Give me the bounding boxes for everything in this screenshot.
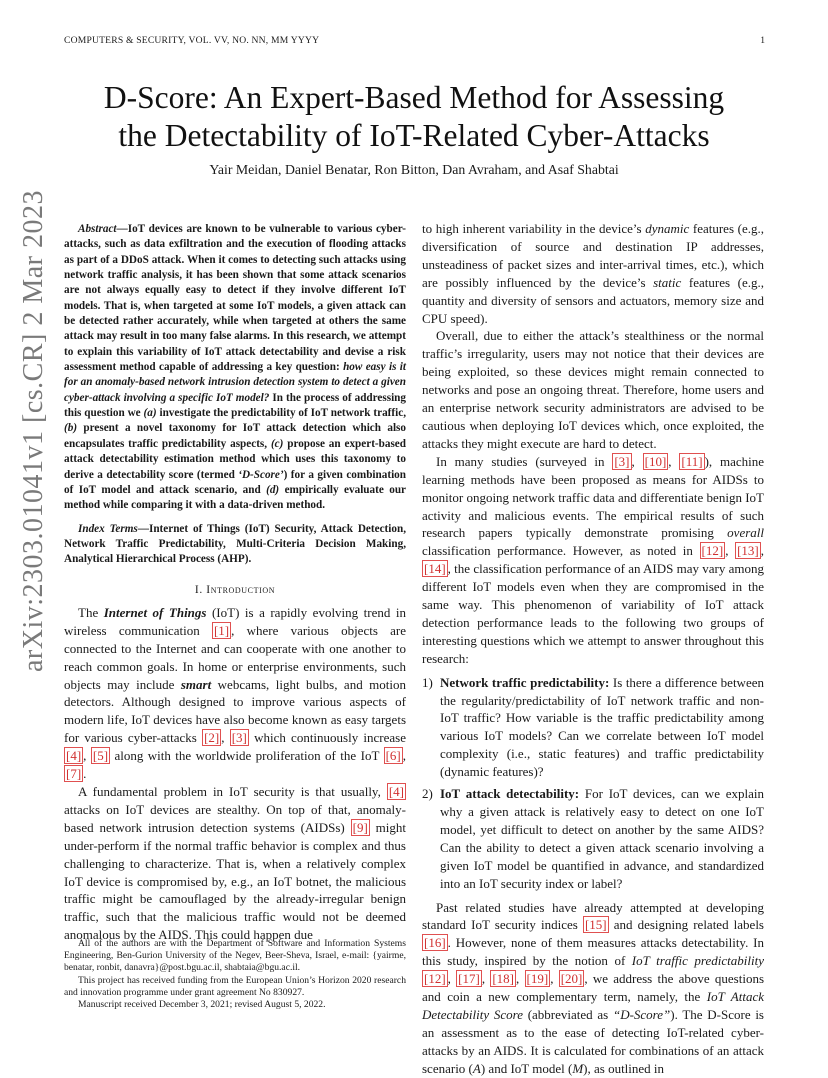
list-item: 1) Network traffic predictability: Is there a difference between the regularity/predictability of IoT network traffic and non-IoT traffic? How variable is the traffic predictability among various IoT models? Can we correlate between IoT model complexity (i.e., static features) and traffic predictability (dynamic features)? — [422, 674, 764, 780]
list-item: 2) IoT attack detectability: For IoT devices, can we explain why a given attack is relatively easy to detect on one IoT model, yet difficult to detect on another by the same AIDS? Can the ability to detect a given attack scenario involving a given IoT model be quantified in advance, and standardized into an IoT security index or label? — [422, 786, 764, 891]
citation-link[interactable]: [16] — [424, 935, 446, 951]
citation-link[interactable]: [15] — [584, 917, 607, 933]
citation-link[interactable]: [9] — [352, 819, 368, 835]
right-paragraph-3: In many studies (surveyed in [3] , [10] , [11] ), machine learning methods have been proposed as means for AIDSs to monitor ongoing network traffic data and differentiate benign IoT activity and malicious events. The empirical results of such research papers typically demonstrate promising overall classification performance. However, as noted in [12] , [13] , [14] , the classification performance of an AIDS may vary among different IoT models even when they are compromised in the same way. This phenomenon of variability of IoT attack detection performance leads to the following two groups of interesting questions which we attempt to answer throughout this research: — [422, 453, 765, 666]
index-terms: Index Terms—Internet of Things (IoT) Security, Attack Detection, Network Traffic Predictability, Multi-Criteria Decision Making, Analytical Hierarchical Process (AHP). — [64, 522, 406, 566]
citation-link[interactable]: [10] — [644, 453, 667, 469]
citation-link[interactable]: [12] — [424, 971, 446, 987]
citation-link[interactable]: [13] — [737, 543, 759, 559]
research-questions-list — [422, 674, 764, 893]
intro-paragraph-1: The Internet of Things (IoT) is a rapidly evolving trend in wireless communication [1] , where various objects are connected to the Internet and can cooperate with one another to reach common goals. In home or enterprise environments, such objects may include smart webcams, light bulbs, and motion detectors. Although designed to improve various aspects of modern life, IoT devices have also become known as easy targets for various cyber-attacks [2] , [3] which continuously increase [4] , [5] along with the worldwide proliferation of the IoT [6] , [7] . — [64, 604, 407, 782]
right-paragraph-1: to high inherent variability in the device’s dynamic features (e.g., diversification of source and destination IP addresses, unsteadiness of packet sizes and inter-arrival times, etc.), which are possibly influenced by the device’s static features (e.g., quantity and diversity of sensors and actuators, memory size and CPU speed). — [422, 221, 764, 326]
right-paragraph-4: Past related studies have already attempted at developing standard IoT security indices [15] and designing related labels [16] . However, none of them measures attacks detectability. In this study, inspired by the notion of IoT traffic predictability [12] , [17] , [18] , [19] , [20] , we address the above questions and coin a new complementary term, namely, the IoT Attack Detectability Score (abbreviated as “D-Score”). The D-Score is an assessment as to the ease of detecting IoT-related cyber-attacks by an AIDS. It is calculated for combinations of an attack scenario (A) and IoT model (M), as outlined in — [422, 899, 765, 1076]
right-paragraph-2: Overall, due to either the attack’s stealthiness or the normal traffic’s irregularity, users may not notice that their devices are being exploited, so these devices might remain connected to networks and pose an ongoing threat. Therefore, home users and an enterprise network security administrators are advised to be cautious when deploying IoT devices which, once exploited, the attacks they might execute are hard to detect. — [422, 328, 764, 451]
citation-link[interactable]: [4] — [388, 783, 404, 799]
title-line-1: D-Score: An Expert-Based Method for Assessing — [103, 80, 725, 115]
right-column — [422, 220, 764, 1078]
citation-link[interactable]: [6] — [385, 748, 401, 764]
footnotes — [64, 938, 406, 1011]
author-list: Yair Meidan, Daniel Benatar, Ron Bitton, Dan Avraham, and Asaf Shabtai — [209, 162, 619, 177]
citation-link[interactable]: [5] — [92, 748, 109, 764]
citation-link[interactable]: [17] — [458, 971, 480, 987]
abstract — [64, 222, 406, 944]
intro-paragraph-2: A fundamental problem in IoT security is that usually, [4] attacks on IoT devices are stealthy. On top of that, anomaly-based network intrusion detection systems (AIDSs) [9] might under-perform if the normal traffic behavior is complex and thus challenging to characterize. That is, when a relatively complex IoT device is compromised by, e.g., an IoT botnet, the malicious traffic might be camouflaged by the already-irregular benign traffic, such that the malicious traffic would not be deemed anomalous by the AIDS. This could happen due — [64, 783, 407, 943]
key-question: how easy is it for an anomaly-based network intrusion detection system to detect a given cyber-attack involving a specific IoT model? — [64, 361, 407, 404]
citation-link[interactable]: [2] — [204, 730, 220, 746]
section-heading: I. Introduction — [194, 583, 276, 596]
page-number: 1 — [760, 35, 765, 46]
citation-link[interactable]: [18] — [492, 971, 515, 987]
title-line-2: the Detectability of IoT-Related Cyber-Attacks — [118, 118, 710, 153]
running-header: COMPUTERS & SECURITY, VOL. VV, NO. NN, MM YYYY — [64, 35, 320, 46]
arxiv-watermark: arXiv:2303.01041v1 [cs.CR] 2 Mar 2023 — [18, 189, 49, 672]
citation-link[interactable]: [19] — [526, 971, 549, 987]
citation-link[interactable]: [3] — [614, 453, 630, 469]
footnote-manuscript: Manuscript received December 3, 2021; revised August 5, 2022. — [78, 999, 326, 1011]
footnote-affiliation: All of the authors are with the Department of Software and Information Systems Engineering, Ben-Gurion University of the Negev, Beer-Sheva, Israel, e-mail: {yairme, benatar, ronbit, danavra}@post.bgu.ac.il, shabtaia@bgu.ac.il. — [64, 938, 406, 974]
citation-link[interactable]: [4] — [66, 748, 82, 764]
citation-link[interactable]: [12] — [701, 543, 724, 559]
citation-link[interactable]: [3] — [231, 730, 247, 746]
citation-link[interactable]: [1] — [213, 622, 230, 638]
footnote-funding: This project has received funding from the European Union’s Horizon 2020 research and innovation programme under grant agreement No 830927. — [64, 974, 406, 998]
paper-title — [40, 79, 788, 155]
index-terms-label: Index Terms — [78, 522, 138, 535]
abstract-text: Abstract—IoT devices are known to be vulnerable to various cyber-attacks, such as data exfiltration and the execution of flooding attacks as part of a DDoS attack. When it comes to detecting such attacks using network traffic analysis, it has been shown that some attack scenarios are not always equally easy to detect if they involve different IoT models. That is, when targeted at some IoT models, a given attack can be detected rather accurately, while when targeted at others the same attack may result in too many false alarms. In this research, we attempt to explain this variability of IoT attack detectability and devise a risk assessment method capable of addressing a key question: how easy is it for an anomaly-based network intrusion detection system to detect a given cyber-attack involving a specific IoT model? In the process of addressing this question we (a) investigate the predictability of IoT network traffic, (b) present a novel taxonomy for IoT attack detection which also encapsulates traffic predictability aspects, (c) propose an expert-based attack detectability estimation method which uses this taxonomy to derive a detectability score (termed ‘D-Score’) for a given combination of IoT model and attack scenario, and (d) empirically evaluate our method while comparing it with a data-driven method. — [64, 223, 407, 512]
citation-link[interactable]: [20] — [560, 971, 583, 987]
abstract-label: Abstract — [78, 223, 117, 235]
citation-link[interactable]: [7] — [66, 766, 82, 782]
citation-link[interactable]: [14] — [424, 561, 446, 577]
citation-link[interactable]: [11] — [681, 453, 703, 469]
